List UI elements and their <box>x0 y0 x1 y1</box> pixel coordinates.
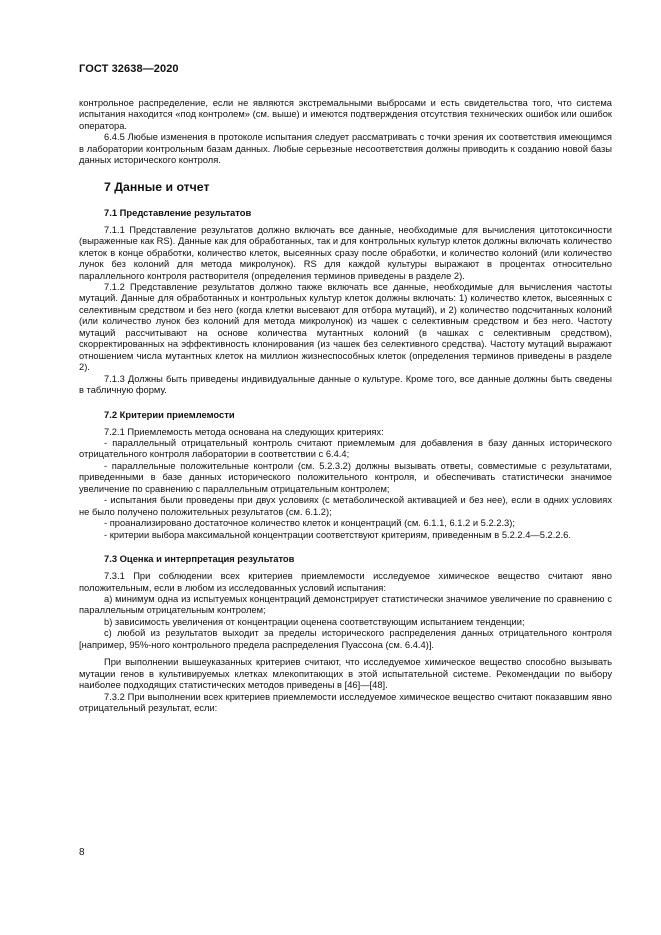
section-7-2-title: 7.2 Критерии приемлемости <box>104 408 235 420</box>
list-item: - параллельный отрицательный контроль считают приемлемым для добавления в базу данных исторического отрицательного контроля лаборатории в соответствии с 6.4.4; <box>79 437 612 460</box>
paragraph-6-4-5: 6.4.5 Любые изменения в протоколе испытания следует рассматривать с точки зрения их соответствия имеющимся в лаборатории контрольным базам данных. Любые серьезные несоответствия должны приводить к созданию новой базы данных исторического контроля. <box>79 132 612 166</box>
list-item: - испытания были проведены при двух условиях (с метаболической активацией и без нее), если в одних условиях не было получено положительных результатов (см. 6.1.2); <box>79 495 612 517</box>
list-item: - проанализировано достаточное количество клеток и концентраций (см. 6.1.1, 6.1.2 и 5.2.2.3); <box>104 518 515 529</box>
paragraph-7-1-1: 7.1.1 Представление результатов должно включать все данные, необходимые для вычисления цитотоксичности (выраженные как RS). Данные как для обработанных, так и для контрольных культур клеток должны включать количество клеток в конце обработки, количество клеток, высеянных сразу после обработки, и количество колоний (или количество лунок без колоний для метода микролунок). RS для каждой культуры выражают в процентах относительно параллельного контроля растворителя (определения терминов приведены в разделе 2). <box>79 224 612 281</box>
section-7-title: 7 Данные и отчет <box>104 179 210 194</box>
list-item: b) зависимость увеличения от концентрации оценена соответствующим испытанием тенденции; <box>104 616 525 627</box>
paragraph-7-3-2: 7.3.2 При выполнении всех критериев приемлемости исследуемое химическое вещество считают показавшим явно отрицательный результат, если: <box>79 691 612 714</box>
list-item: - параллельные положительные контроли (см. 5.2.3.2) должны вызывать ответы, совместимые с результатами, приведенными в базе данных исторического положительного контроля, и обеспечивать статистически значимое увеличение по сравнению с параллельным отрицательным контролем; <box>79 460 612 494</box>
section-7-1-title: 7.1 Представление результатов <box>104 206 252 218</box>
list-item: a) минимум одна из испытуемых концентраций демонстрирует статистически значимое увеличение по сравнению с параллельным отрицательным контролем; <box>79 593 612 616</box>
section-7-3-title: 7.3 Оценка и интерпретация результатов <box>104 553 295 565</box>
page-number: 8 <box>79 847 85 858</box>
list-item: - критерии выбора максимальной концентрации соответствуют критериям, приведенным в 5.2.2.4—5.2.2.6. <box>104 529 571 540</box>
paragraph-7-3-1: 7.3.1 При соблюдении всех критериев приемлемости исследуемое химическое вещество считают явно положительным, если в любом из исследованных условий испытания: <box>79 571 612 593</box>
document-body <box>79 98 612 714</box>
paragraph-7-1-2: 7.1.2 Представление результатов должно также включать все данные, необходимые для вычисления частоты мутаций. Данные для обработанных и контрольных культур клеток должны включать: 1) количество клеток, высеянных с селективным средством и без него (когда клетки высевают для отбора мутаций), и 2) количество подсчитанных колоний (или количество лунок без колоний для метода микролунок) из чашек с селективным средством и без него. Частоту мутаций рассчитывают на основе количества мутантных колоний (в чашках с селективным средством), скорректированных на эффективность клонирования (из чашек без селективного средства). Частоту мутаций выражают отношением числа мутантных клеток на миллион жизнеспособных клеток (определения терминов приведены в разделе 2). <box>79 281 612 373</box>
document-header: ГОСТ 32638—2020 <box>79 63 179 75</box>
paragraph-continuation: контрольное распределение, если не являются экстремальными выбросами и есть свидетельства того, что система испытания находится «под контролем» (см. выше) и имеются подтверждения отсутствия технических ошибок или ошибок оператора. <box>79 98 612 131</box>
paragraph-7-2-1: 7.2.1 Приемлемость метода основана на следующих критериях: <box>104 426 384 437</box>
list-item: c) любой из результатов выходит за пределы исторического распределения данных отрицательного контроля [например, 95%-ного контрольного предела распределения Пуассона (см. 6.4.4)]. <box>79 628 612 650</box>
paragraph-7-1-3: 7.1.3 Должны быть приведены индивидуальные данные о культуре. Кроме того, все данные должны быть сведены в табличную форму. <box>79 373 612 396</box>
paragraph-conclusion: При выполнении вышеуказанных критериев считают, что исследуемое химическое вещество способно вызывать мутации генов в культивируемых клетках млекопитающих в этой испытательной системе. Рекомендации по выбору наиболее подходящих статистических методов приведены в [46]—[48]. <box>79 657 612 691</box>
